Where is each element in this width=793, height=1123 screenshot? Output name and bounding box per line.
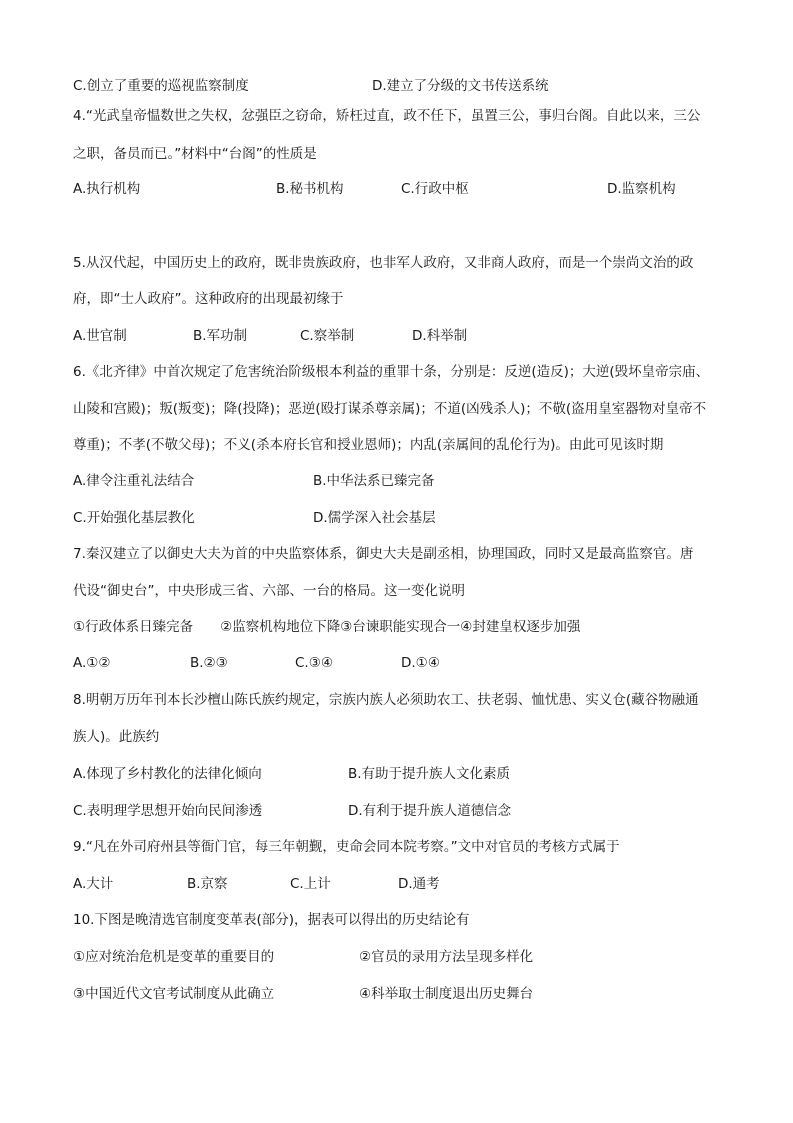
q5-option-a: A.世官制 bbox=[73, 328, 127, 344]
q8-option-b: B.有助于提升族人文化素质 bbox=[348, 766, 511, 782]
q8-stem-line2: 族人)。此族约 bbox=[73, 729, 160, 745]
q10-item-2: ②官员的录用方法呈现多样化 bbox=[359, 949, 534, 965]
q4-stem-line1: 4.“光武皇帝愠数世之失权，忿强臣之窃命，矫枉过直，政不任下，虽置三公，事归台阁。自此以来，三公 bbox=[73, 108, 701, 124]
q9-stem-line1: 9.“凡在外司府州县等衙门官，每三年朝觐，吏命会同本院考察。”文中对官员的考核方式属于 bbox=[73, 839, 620, 855]
q5-option-d: D.科举制 bbox=[412, 328, 468, 344]
q4-stem-line2: 之职，备员而已。”材料中“台阁”的性质是 bbox=[73, 146, 317, 162]
q5-option-c: C.察举制 bbox=[300, 328, 355, 344]
q8-option-c: C.表明理学思想开始向民间渗透 bbox=[73, 803, 263, 819]
q10-item-1: ①应对统治危机是变革的重要目的 bbox=[73, 949, 275, 965]
q3-option-d: D.建立了分级的文书传送系统 bbox=[372, 78, 549, 94]
q10-stem-line1: 10.下图是晚清选官制度变革表(部分)，据表可以得出的历史结论有 bbox=[73, 912, 470, 928]
q6-option-c: C.开始强化基层教化 bbox=[73, 510, 195, 526]
q6-option-d: D.儒学深入社会基层 bbox=[313, 510, 436, 526]
q6-stem-line1: 6.《北齐律》中首次规定了危害统治阶级根本利益的重罪十条，分别是：反逆(造反)；大逆(毁坏皇帝宗庙、 bbox=[73, 364, 710, 380]
q9-option-a: A.大计 bbox=[73, 876, 114, 892]
q6-option-b: B.中华法系已臻完备 bbox=[313, 473, 435, 489]
q7-option-b: B.②③ bbox=[190, 655, 228, 671]
q6-stem-line2: 山陵和宫殿)；叛(叛变)；降(投降)；恶逆(殴打谋杀尊亲属)；不道(凶残杀人)；不敬(盗用皇室器物对皇帝不 bbox=[73, 401, 707, 417]
q9-option-c: C.上计 bbox=[290, 876, 331, 892]
q4-option-c: C.行政中枢 bbox=[401, 181, 469, 197]
q4-option-b: B.秘书机构 bbox=[276, 181, 344, 197]
q7-items: ①行政体系日臻完备 ②监察机构地位下降③台谏职能实现合一④封建皇权逐步加强 bbox=[73, 619, 581, 635]
q10-item-3: ③中国近代文官考试制度从此确立 bbox=[73, 986, 275, 1002]
q8-option-a: A.体现了乡村教化的法律化倾向 bbox=[73, 766, 262, 782]
q6-stem-line3: 尊重)；不孝(不敬父母)；不义(杀本府长官和授业恩师)；内乱(亲属间的乱伦行为)。由此可见该时期 bbox=[73, 437, 664, 453]
q9-option-d: D.通考 bbox=[398, 876, 440, 892]
q4-option-d: D.监察机构 bbox=[607, 181, 676, 197]
q7-option-a: A.①② bbox=[73, 655, 111, 671]
q5-stem-line1: 5.从汉代起，中国历史上的政府，既非贵族政府，也非军人政府，又非商人政府，而是一个崇尚文治的政 bbox=[73, 255, 694, 271]
q5-stem-line2: 府，即“士人政府”。这种政府的出现最初缘于 bbox=[73, 291, 344, 307]
q10-item-4: ④科举取士制度退出历史舞台 bbox=[359, 986, 534, 1002]
q7-stem-line1: 7.秦汉建立了以御史大夫为首的中央监察体系，御史大夫是副丞相，协理国政，同时又是最高监察官。唐 bbox=[73, 546, 694, 562]
q9-option-b: B.京察 bbox=[187, 876, 228, 892]
q8-option-d: D.有利于提升族人道德信念 bbox=[348, 803, 512, 819]
q7-stem-line2: 代设“御史台”，中央形成三省、六部、一台的格局。这一变化说明 bbox=[73, 583, 465, 599]
q5-option-b: B.军功制 bbox=[193, 328, 248, 344]
q8-stem-line1: 8.明朝万历年刊本长沙檀山陈氏族约规定，宗族内族人必须助农工、扶老弱、恤忧患、实义仓(藏谷物融通 bbox=[73, 692, 699, 708]
q7-option-d: D.①④ bbox=[401, 655, 440, 671]
q6-option-a: A.律令注重礼法结合 bbox=[73, 473, 195, 489]
q4-option-a: A.执行机构 bbox=[73, 181, 141, 197]
q7-option-c: C.③④ bbox=[295, 655, 333, 671]
q3-option-c: C.创立了重要的巡视监察制度 bbox=[73, 78, 249, 94]
